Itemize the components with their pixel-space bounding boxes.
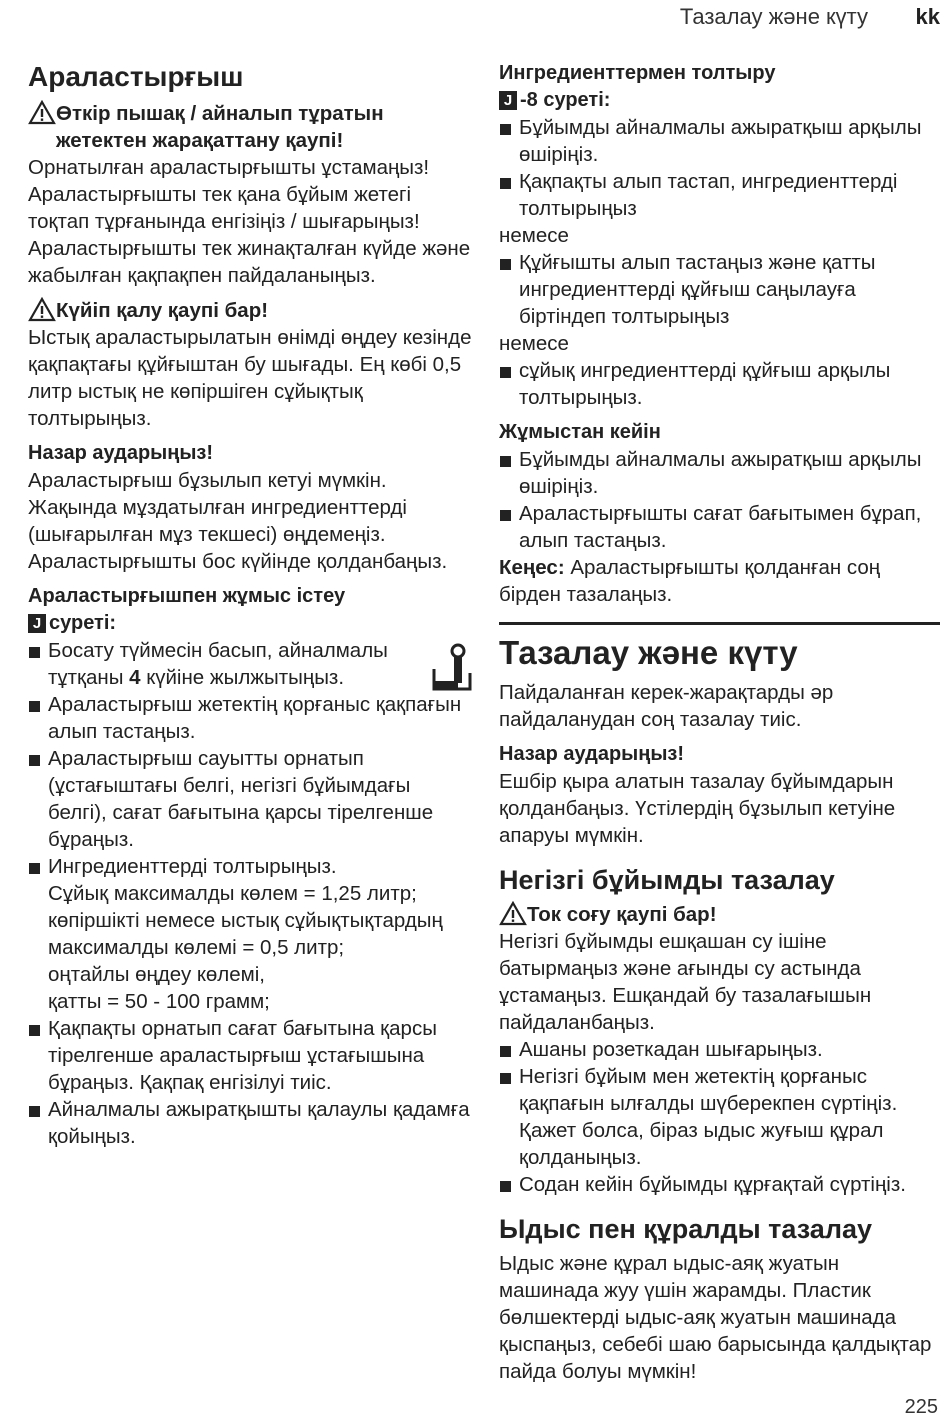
warning-triangle-icon bbox=[499, 901, 527, 927]
warning-burn-title: Күйіп қалу қаупі бар! bbox=[56, 299, 269, 322]
page-header bbox=[0, 4, 950, 34]
list-item: Бұйымды айналмалы ажыратқыш арқылы өшіріңіз. bbox=[499, 446, 940, 500]
language-code: kk bbox=[915, 4, 940, 29]
fill-figure-ref bbox=[499, 87, 940, 114]
work-steps-list bbox=[28, 637, 474, 1150]
section-title-cleaning: Тазалау және күту bbox=[499, 634, 798, 671]
step-position: 4 bbox=[129, 666, 141, 689]
after-work-list bbox=[499, 446, 940, 554]
list-item: Араластырғыш жетектің қорғаныс қақпағын алып тастаңыз. bbox=[28, 691, 474, 745]
fill-list-2 bbox=[499, 249, 940, 330]
section-title-dish-cleaning: Ыдыс пен құралды тазалау bbox=[499, 1214, 873, 1244]
work-title: Араластырғышпен жұмыс істеу bbox=[28, 585, 346, 607]
after-work-title: Жұмыстан кейін bbox=[499, 421, 661, 443]
attention-text: Араластырғыш бұзылып кетуі мүмкін. Жақында мұздатылған ингредиенттерді (шығарылған мұз текшесі) өңдемеңіз. Араластырғышты бос күйінде қолданбаңыз. bbox=[28, 469, 448, 573]
right-column bbox=[499, 60, 940, 1385]
figure-letter: J bbox=[28, 614, 46, 633]
list-item: Негізгі бұйым мен жетектің қорғаныс қақпағын ылғалды шүберекпен сүртіңіз. Қажет болса, біраз ыдыс жуғыш құрал қолданыңыз. bbox=[499, 1063, 940, 1171]
or-text: немесе bbox=[499, 332, 569, 355]
figure-ref bbox=[28, 610, 474, 637]
step-text: Сұйық максималды көлем = 1,25 литр; көпіршікті немесе ыстық сұйықтықтардың максималды көлемі = 0,5 литр; bbox=[48, 882, 443, 959]
cleaning-intro: Пайдаланған керек-жарақтарды әр пайдаланудан соң тазалау тиіс. bbox=[499, 681, 834, 731]
step-text: күйіне жылжытыңыз. bbox=[140, 666, 345, 689]
figure-label: суреті: bbox=[49, 612, 117, 634]
list-item: Араластырғыш сауытты орнатып (ұстағыштағы белгі, негізгі бұйымдағы белгі), сағат бағытына қарсы тірелгенше бұраңыз. bbox=[28, 745, 474, 853]
or-text: немесе bbox=[499, 224, 569, 247]
warning-cut-title: Өткір пышақ / айналып тұратын жетектен жарақаттану қаупі! bbox=[56, 102, 384, 152]
tip-label: Кеңес: bbox=[499, 556, 565, 579]
attention-text: Ешбір қыра алатын тазалау бұйымдарын қолданбаңыз. Үстілердің бұзылып кетуіне апаруы мүмкін. bbox=[499, 770, 896, 847]
warning-shock-text: Негізгі бұйымды ешқашан су ішіне батырмаңыз және ағынды су астында ұстамаңыз. Ешқандай бу тазалағышын пайдаланбаңыз. bbox=[499, 930, 872, 1034]
section-title-base-cleaning: Негізгі бұйымды тазалау bbox=[499, 865, 835, 895]
tip-text: Араластырғышты қолданған соң бірден тазалаңыз. bbox=[499, 556, 881, 606]
list-item: сұйық ингредиенттерді құйғыш арқылы толтырыңыз. bbox=[499, 357, 940, 411]
list-item: Қақпақты алып тастап, ингредиенттерді толтырыңыз bbox=[499, 168, 940, 222]
warning-cut bbox=[28, 100, 474, 154]
list-item: Құйғышты алып тастаңыз және қатты ингредиенттерді құйғыш саңылауға біртіндеп толтырыңыз bbox=[499, 249, 940, 330]
figure-letter: J bbox=[499, 91, 517, 110]
step-text: Ингредиенттерді толтырыңыз. bbox=[48, 855, 337, 878]
step-text: оңтайлы өңдеу көлемі, bbox=[48, 963, 266, 986]
section-divider bbox=[499, 622, 940, 625]
base-cleaning-list bbox=[499, 1036, 940, 1198]
attention-title: Назар аударыңыз! bbox=[499, 743, 685, 765]
list-item: Ашаны розеткадан шығарыңыз. bbox=[499, 1036, 940, 1063]
list-item: Араластырғышты сағат бағытымен бұрап, алып тастаңыз. bbox=[499, 500, 940, 554]
left-column bbox=[28, 60, 474, 1150]
page-number: 225 bbox=[904, 1396, 938, 1418]
warning-cut-text: Орнатылған араластырғышты ұстамаңыз! Араластырғышты тек қана бұйым жетегі тоқтап тұрғанында енгізіңіз / шығарыңыз! Араластырғышты тек жинақталған күйде және жабылған қақпақпен пайдаланыңыз. bbox=[28, 156, 471, 287]
step-text: қатты = 50 - 100 грамм; bbox=[48, 990, 270, 1013]
warning-triangle-icon bbox=[28, 100, 56, 126]
list-item: Бұйымды айналмалы ажыратқыш арқылы өшіріңіз. bbox=[499, 114, 940, 168]
step-text: Босату түймесін басып, айналмалы тұтқаны bbox=[48, 639, 388, 689]
tip-paragraph bbox=[499, 554, 940, 608]
rotary-switch-position-icon bbox=[430, 643, 474, 695]
list-item bbox=[28, 853, 474, 1015]
dish-cleaning-text: Ыдыс және құрал ыдыс-аяқ жуатын машинада жуу үшін жарамды. Пластик бөлшектерді ыдыс-аяқ жуатын машинада қыспаңыз, себебі шаю барысында қалдықтар пайда болуы мүмкін! bbox=[499, 1252, 932, 1383]
warning-shock-title: Ток соғу қаупі бар! bbox=[527, 903, 717, 926]
attention-title: Назар аударыңыз! bbox=[28, 442, 214, 464]
section-title-mixer: Араластырғыш bbox=[28, 61, 244, 92]
warning-burn-text: Ыстық араластырылатын өнімді өңдеу кезінде қақпақтағы құйғыштан бу шығады. Ең көбі 0,5 литр ыстық не көпіршіген сұйықтық толтырыңыз. bbox=[28, 326, 472, 430]
warning-triangle-icon bbox=[28, 297, 56, 323]
list-item: Айналмалы ажыратқышты қалаулы қадамға қойыңыз. bbox=[28, 1096, 474, 1150]
figure-label: -8 суреті: bbox=[520, 89, 611, 111]
fill-title: Ингредиенттермен толтыру bbox=[499, 62, 776, 84]
warning-shock bbox=[499, 901, 940, 928]
list-item: Қақпақты орнатып сағат бағытына қарсы тірелгенше араластырғыш ұстағышына бұраңыз. Қақпақ енгізілуі тиіс. bbox=[28, 1015, 474, 1096]
fill-list-3 bbox=[499, 357, 940, 411]
warning-burn bbox=[28, 297, 474, 324]
list-item: Содан кейін бұйымды құрғақтай сүртіңіз. bbox=[499, 1171, 940, 1198]
header-title: Тазалау және күту bbox=[679, 4, 868, 29]
list-item bbox=[28, 637, 474, 691]
fill-list-1 bbox=[499, 114, 940, 222]
